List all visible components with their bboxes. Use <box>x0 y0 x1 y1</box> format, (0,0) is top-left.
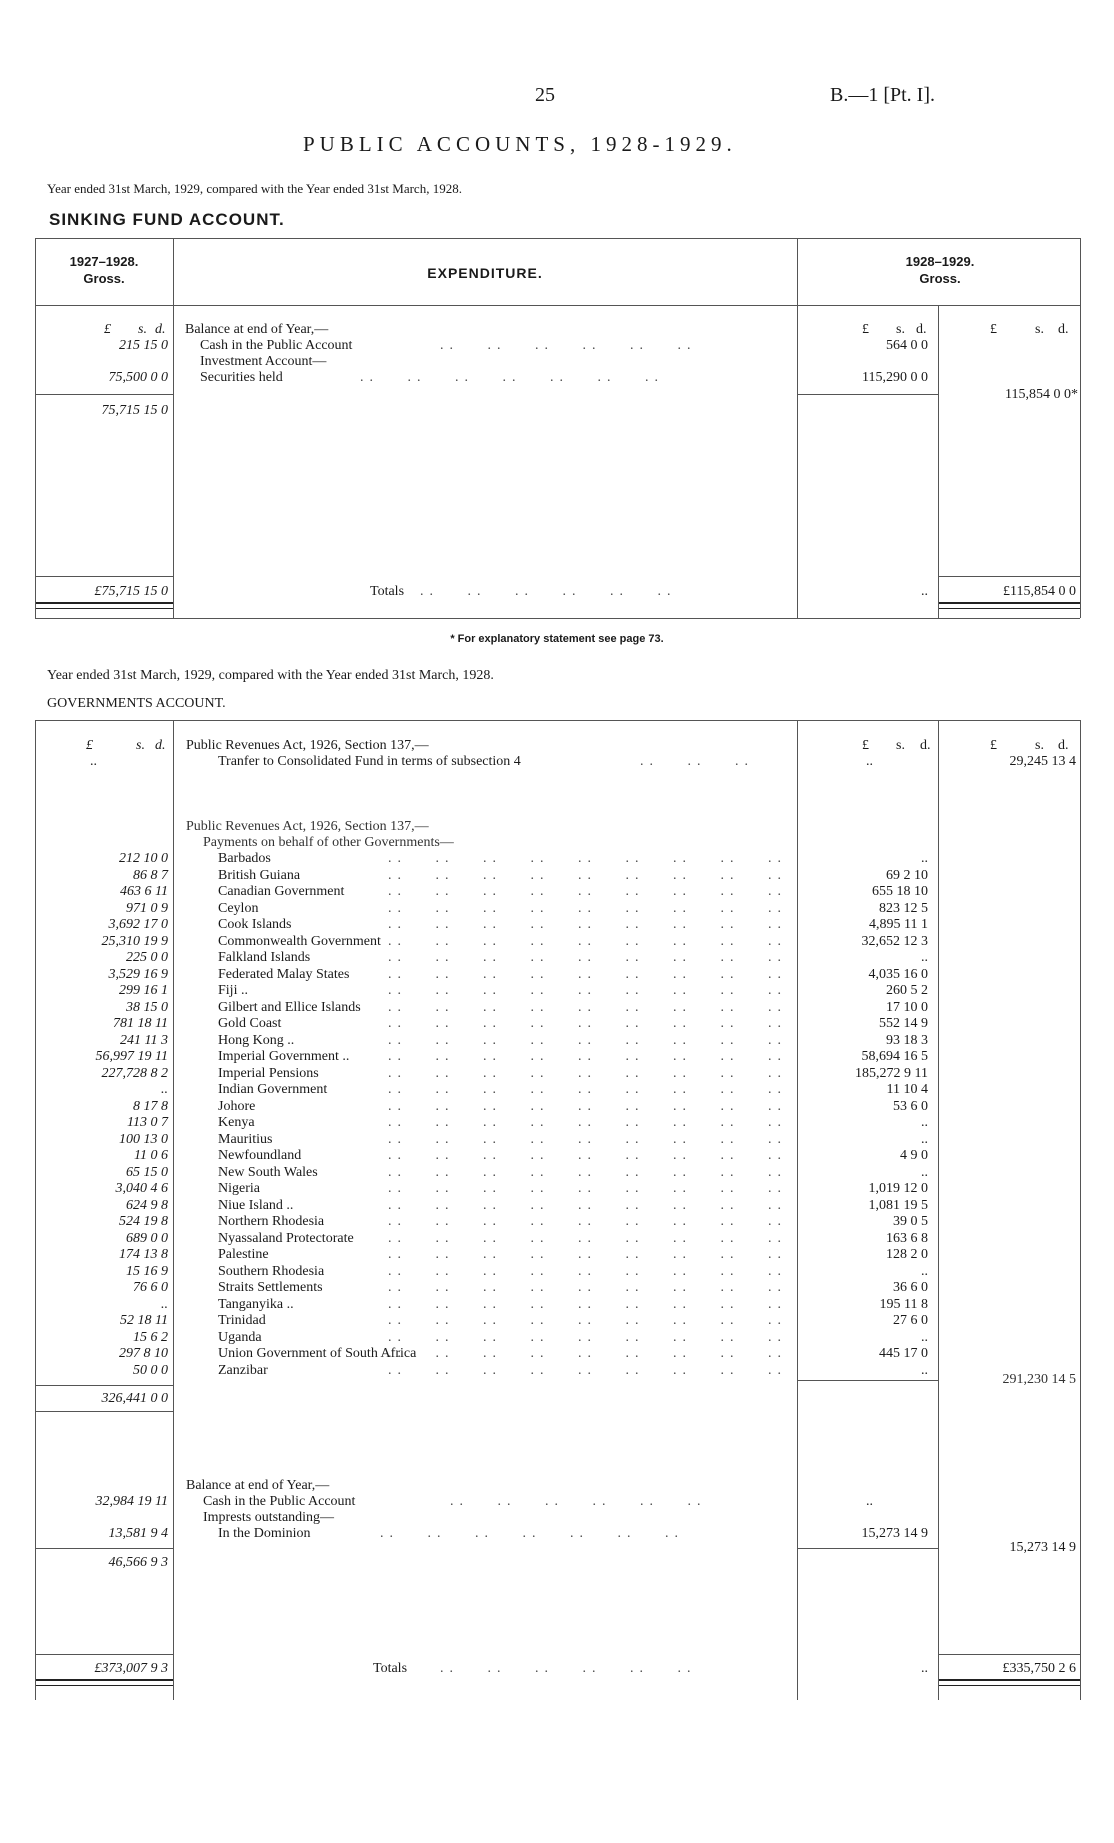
row-cur-amount: 53 6 0 <box>893 1099 928 1114</box>
row-leader-dots: .. .. .. .. .. .. .. .. .. <box>388 868 787 883</box>
table-row <box>0 851 1114 867</box>
row-cur-amount: .. <box>921 1165 928 1180</box>
row-leader-dots: .. .. .. .. .. .. .. .. .. <box>388 1330 787 1345</box>
row-cur-amount: 195 11 8 <box>879 1297 928 1312</box>
row-cur-amount: 128 2 0 <box>886 1247 928 1262</box>
row-leader-dots: .. .. .. .. .. .. .. .. .. <box>388 1346 787 1361</box>
gov-cash-leader: .. .. .. .. .. .. <box>450 1494 707 1509</box>
table-row <box>0 934 1114 950</box>
gov-unit-d-mid: d. <box>920 738 931 753</box>
sinking-col-mid-heading: EXPENDITURE. <box>427 265 543 281</box>
row-prev-amount: 38 15 0 <box>126 1000 168 1015</box>
row-cur-amount: 58,694 16 5 <box>861 1049 928 1064</box>
gov-total-mid: .. <box>921 1661 928 1676</box>
table-row <box>0 884 1114 900</box>
table-row <box>0 1000 1114 1016</box>
row-prev-amount: 971 0 9 <box>126 901 168 916</box>
gov-payments-prev-rule-2 <box>36 1411 173 1412</box>
gov-year-line: Year ended 31st March, 1929, compared with the Year ended 31st March, 1928. <box>47 668 494 683</box>
row-prev-amount: 56,997 19 11 <box>95 1049 168 1064</box>
row-government-name: Johore <box>218 1099 256 1114</box>
row-leader-dots: .. .. .. .. .. .. .. .. .. <box>388 1115 787 1130</box>
row-government-name: Gold Coast <box>218 1016 282 1031</box>
row-government-name: Nyassaland Protectorate <box>218 1231 354 1246</box>
row-cur-amount: 11 10 4 <box>886 1082 928 1097</box>
gov-transfer-cur: 29,245 13 4 <box>1009 754 1076 769</box>
gov-totals-leader: .. .. .. .. .. .. <box>440 1661 697 1676</box>
row-prev-amount: 113 0 7 <box>127 1115 168 1130</box>
row-government-name: Cook Islands <box>218 917 292 932</box>
sinking-totals-leader: .. .. .. .. .. .. <box>420 584 677 599</box>
table-row <box>0 1297 1114 1313</box>
sinking-col-cur-subheading: Gross. <box>919 271 961 286</box>
sinking-unit-pound-prev: £ <box>104 322 111 337</box>
sinking-left-edge <box>35 238 36 618</box>
gov-balance-heading: Balance at end of Year,— <box>186 1478 330 1493</box>
gov-cash-mid: .. <box>866 1494 873 1509</box>
sinking-title: SINKING FUND ACCOUNT. <box>49 210 285 229</box>
row-government-name: Niue Island .. <box>218 1198 294 1213</box>
sinking-sec-cur: 115,290 0 0 <box>862 370 928 385</box>
table-row <box>0 1033 1114 1049</box>
sinking-footnote: * For explanatory statement see page 73. <box>450 633 664 645</box>
row-prev-amount: 3,692 17 0 <box>108 917 168 932</box>
row-prev-amount: 15 6 2 <box>133 1330 168 1345</box>
row-cur-amount: 39 0 5 <box>893 1214 928 1229</box>
gov-balance-rule-prev <box>36 1548 173 1549</box>
table-row <box>0 950 1114 966</box>
page-title: PUBLIC ACCOUNTS, 1928-1929. <box>303 132 737 156</box>
sinking-col-prev-subheading: Gross. <box>83 271 125 286</box>
table-row <box>0 1082 1114 1098</box>
row-leader-dots: .. .. .. .. .. .. .. .. .. <box>388 1297 787 1312</box>
row-leader-dots: .. .. .. .. .. .. .. .. .. <box>388 901 787 916</box>
gov-payments-total-cur: 291,230 14 5 <box>1002 1372 1076 1387</box>
row-government-name: Palestine <box>218 1247 269 1262</box>
gov-payments-sub-rule <box>798 1380 938 1381</box>
gov-title: GOVERNMENTS ACCOUNT. <box>47 696 226 711</box>
sinking-unit-d-cur: d. <box>1058 322 1069 337</box>
sinking-bottom-rule <box>35 618 1080 619</box>
row-leader-dots: .. .. .. .. .. .. .. .. .. <box>388 1016 787 1031</box>
row-government-name: Federated Malay States <box>218 967 350 982</box>
row-leader-dots: .. .. .. .. .. .. .. .. .. <box>388 1033 787 1048</box>
sinking-year-line: Year ended 31st March, 1929, compared with the Year ended 31st March, 1928. <box>47 181 462 196</box>
row-prev-amount: 297 8 10 <box>119 1346 168 1361</box>
row-prev-amount: 212 10 0 <box>119 851 168 866</box>
gov-unit-pound-prev: £ <box>86 738 93 753</box>
row-leader-dots: .. .. .. .. .. .. .. .. .. <box>388 884 787 899</box>
row-cur-amount: 163 6 8 <box>886 1231 928 1246</box>
sinking-cash-leader: .. .. .. .. .. .. <box>440 338 697 353</box>
sinking-cash-prev: 215 15 0 <box>119 338 168 353</box>
sinking-top-rule <box>35 238 1080 239</box>
sinking-col-divider-3 <box>938 305 939 618</box>
page-reference: B.—1 [Pt. I]. <box>830 84 935 106</box>
row-government-name: Indian Government <box>218 1082 328 1097</box>
row-prev-amount: 52 18 11 <box>120 1313 168 1328</box>
table-row <box>0 1346 1114 1362</box>
row-prev-amount: 76 6 0 <box>133 1280 168 1295</box>
row-prev-amount: 227,728 8 2 <box>101 1066 168 1081</box>
page-number: 25 <box>535 84 555 106</box>
gov-cash-label: Cash in the Public Account <box>203 1494 356 1509</box>
gov-dominion-leader: .. .. .. .. .. .. .. <box>380 1526 684 1541</box>
row-prev-amount: 524 19 8 <box>119 1214 168 1229</box>
row-government-name: Newfoundland <box>218 1148 302 1163</box>
row-government-name: Uganda <box>218 1330 262 1345</box>
row-prev-amount: 241 11 3 <box>120 1033 168 1048</box>
gov-balance-rule-mid <box>798 1548 938 1549</box>
row-prev-amount: 50 0 0 <box>133 1363 168 1378</box>
sinking-sec-leader: .. .. .. .. .. .. .. <box>360 370 664 385</box>
row-government-name: Canadian Government <box>218 884 345 899</box>
row-government-name: Union Government of South Africa <box>218 1346 417 1361</box>
gov-transfer-leader: .. .. .. <box>640 754 754 769</box>
table-row <box>0 1264 1114 1280</box>
sinking-unit-pound-mid: £ <box>862 322 869 337</box>
gov-balance-sub-prev: 46,566 9 3 <box>108 1555 168 1570</box>
row-cur-amount: 93 18 3 <box>886 1033 928 1048</box>
sinking-unit-d-mid: d. <box>916 322 927 337</box>
table-row <box>0 1049 1114 1065</box>
gov-top-rule <box>35 720 1080 721</box>
gov-unit-s-prev: s. <box>136 738 145 753</box>
table-row <box>0 1181 1114 1197</box>
row-cur-amount: 185,272 9 11 <box>855 1066 928 1081</box>
row-prev-amount: 65 15 0 <box>126 1165 168 1180</box>
row-cur-amount: 1,081 19 5 <box>868 1198 928 1213</box>
gov-unit-s-mid: s. <box>896 738 905 753</box>
sinking-col-divider-1 <box>173 238 174 618</box>
gov-payments-prev-rule <box>36 1385 173 1386</box>
row-prev-amount: 100 13 0 <box>119 1132 168 1147</box>
row-cur-amount: 32,652 12 3 <box>861 934 928 949</box>
gov-unit-d-prev: d. <box>155 738 166 753</box>
row-cur-amount: 17 10 0 <box>886 1000 928 1015</box>
gov-double-rule-prev <box>36 1679 173 1686</box>
row-cur-amount: 36 6 0 <box>893 1280 928 1295</box>
row-prev-amount: 174 13 8 <box>119 1247 168 1262</box>
row-leader-dots: .. .. .. .. .. .. .. .. .. <box>388 1099 787 1114</box>
row-cur-amount: .. <box>921 1330 928 1345</box>
row-cur-amount: .. <box>921 1264 928 1279</box>
table-row <box>0 1099 1114 1115</box>
row-leader-dots: .. .. .. .. .. .. .. .. .. <box>388 1049 787 1064</box>
row-leader-dots: .. .. .. .. .. .. .. .. .. <box>388 1148 787 1163</box>
sinking-sub-rule-prev <box>36 394 173 395</box>
table-row <box>0 1313 1114 1329</box>
row-leader-dots: .. .. .. .. .. .. .. .. .. <box>388 1247 787 1262</box>
row-government-name: Straits Settlements <box>218 1280 323 1295</box>
row-cur-amount: 552 14 9 <box>879 1016 928 1031</box>
row-cur-amount: 655 18 10 <box>872 884 928 899</box>
row-prev-amount: 3,529 16 9 <box>108 967 168 982</box>
row-leader-dots: .. .. .. .. .. .. .. .. .. <box>388 1165 787 1180</box>
gov-unit-pound-cur: £ <box>990 738 997 753</box>
gov-unit-s-cur: s. <box>1035 738 1044 753</box>
row-cur-amount: .. <box>921 950 928 965</box>
row-government-name: Tanganyika .. <box>218 1297 294 1312</box>
gov-act-heading-1: Public Revenues Act, 1926, Section 137,— <box>186 738 429 753</box>
gov-transfer-label: Tranfer to Consolidated Fund in terms of subsection 4 <box>218 754 521 769</box>
sinking-total-prev: £75,715 15 0 <box>94 584 168 599</box>
gov-unit-d-cur: d. <box>1058 738 1069 753</box>
sinking-col-cur-heading: 1928–1929. <box>905 254 975 269</box>
table-row <box>0 1016 1114 1032</box>
sinking-right-edge <box>1080 238 1081 618</box>
row-prev-amount: 781 18 11 <box>113 1016 168 1031</box>
row-prev-amount: 689 0 0 <box>126 1231 168 1246</box>
gov-dominion-prev: 13,581 9 4 <box>108 1526 168 1541</box>
row-leader-dots: .. .. .. .. .. .. .. .. .. <box>388 983 787 998</box>
row-cur-amount: 1,019 12 0 <box>868 1181 928 1196</box>
row-government-name: Kenya <box>218 1115 255 1130</box>
row-prev-amount: 11 0 6 <box>134 1148 168 1163</box>
sinking-header-rule <box>35 305 1080 306</box>
table-row <box>0 901 1114 917</box>
row-cur-amount: 4 9 0 <box>900 1148 928 1163</box>
row-cur-amount: 823 12 5 <box>879 901 928 916</box>
row-leader-dots: .. .. .. .. .. .. .. .. .. <box>388 1231 787 1246</box>
gov-total-rule-prev <box>36 1654 173 1655</box>
gov-imprest-label: Imprests outstanding— <box>203 1510 335 1525</box>
row-government-name: Fiji .. <box>218 983 248 998</box>
row-government-name: Trinidad <box>218 1313 266 1328</box>
sinking-totals-label: Totals <box>370 584 405 599</box>
row-prev-amount: 299 16 1 <box>119 983 168 998</box>
row-prev-amount: 624 9 8 <box>126 1198 168 1213</box>
row-government-name: New South Wales <box>218 1165 318 1180</box>
row-prev-amount: 3,040 4 6 <box>115 1181 168 1196</box>
row-leader-dots: .. .. .. .. .. .. .. .. .. <box>388 934 787 949</box>
row-cur-amount: .. <box>921 1115 928 1130</box>
table-row <box>0 917 1114 933</box>
sinking-col-divider-2 <box>797 238 798 618</box>
row-prev-amount: .. <box>161 1082 168 1097</box>
table-row <box>0 868 1114 884</box>
row-government-name: Imperial Government .. <box>218 1049 350 1064</box>
table-row <box>0 1198 1114 1214</box>
row-leader-dots: .. .. .. .. .. .. .. .. .. <box>388 1198 787 1213</box>
table-row <box>0 1115 1114 1131</box>
table-row <box>0 1148 1114 1164</box>
row-cur-amount: 27 6 0 <box>893 1313 928 1328</box>
row-leader-dots: .. .. .. .. .. .. .. .. .. <box>388 1214 787 1229</box>
row-cur-amount: .. <box>921 851 928 866</box>
table-row <box>0 1214 1114 1230</box>
row-prev-amount: 15 16 9 <box>126 1264 168 1279</box>
row-government-name: Zanzibar <box>218 1363 268 1378</box>
row-government-name: Ceylon <box>218 901 259 916</box>
row-government-name: Imperial Pensions <box>218 1066 319 1081</box>
row-cur-amount: 445 17 0 <box>879 1346 928 1361</box>
row-government-name: Hong Kong .. <box>218 1033 295 1048</box>
row-prev-amount: .. <box>161 1297 168 1312</box>
table-row <box>0 1247 1114 1263</box>
gov-unit-pound-mid: £ <box>862 738 869 753</box>
sinking-unit-pound-cur: £ <box>990 322 997 337</box>
gov-payments-label: Payments on behalf of other Governments— <box>203 835 454 850</box>
sinking-unit-d-prev: d. <box>155 322 166 337</box>
gov-transfer-mid: .. <box>866 754 873 769</box>
row-prev-amount: 86 8 7 <box>133 868 168 883</box>
table-row <box>0 967 1114 983</box>
row-leader-dots: .. .. .. .. .. .. .. .. .. <box>388 1280 787 1295</box>
row-leader-dots: .. .. .. .. .. .. .. .. .. <box>388 1000 787 1015</box>
row-leader-dots: .. .. .. .. .. .. .. .. .. <box>388 1264 787 1279</box>
row-prev-amount: 25,310 19 9 <box>101 934 168 949</box>
table-row <box>0 1231 1114 1247</box>
gov-transfer-prev: .. <box>90 754 97 769</box>
row-prev-amount: 463 6 11 <box>120 884 168 899</box>
row-leader-dots: .. .. .. .. .. .. .. .. .. <box>388 1313 787 1328</box>
row-government-name: Mauritius <box>218 1132 273 1147</box>
sinking-sub-prev: 75,715 15 0 <box>101 403 168 418</box>
gov-total-prev: £373,007 9 3 <box>94 1661 168 1676</box>
row-leader-dots: .. .. .. .. .. .. .. .. .. <box>388 1066 787 1081</box>
gov-cash-prev: 32,984 19 11 <box>95 1494 168 1509</box>
table-row <box>0 1165 1114 1181</box>
row-leader-dots: .. .. .. .. .. .. .. .. .. <box>388 967 787 982</box>
sinking-sub-rule-mid <box>798 394 938 395</box>
gov-double-rule-cur <box>939 1679 1080 1686</box>
gov-dominion-mid: 15,273 14 9 <box>861 1526 928 1541</box>
sinking-double-rule-prev <box>36 602 173 609</box>
gov-total-rule-cur <box>939 1654 1080 1655</box>
sinking-col-prev-heading: 1927–1928. <box>69 254 139 269</box>
sinking-balance-heading: Balance at end of Year,— <box>185 322 329 337</box>
sinking-cash-label: Cash in the Public Account <box>200 338 353 353</box>
row-cur-amount: 260 5 2 <box>886 983 928 998</box>
row-government-name: Nigeria <box>218 1181 260 1196</box>
table-row <box>0 1280 1114 1296</box>
sinking-unit-s-prev: s. <box>138 322 147 337</box>
row-leader-dots: .. .. .. .. .. .. .. .. .. <box>388 1363 787 1378</box>
gov-payments-total-prev: 326,441 0 0 <box>101 1391 168 1406</box>
sinking-total-rule-cur <box>939 576 1080 577</box>
row-government-name: Southern Rhodesia <box>218 1264 325 1279</box>
row-government-name: Commonwealth Government <box>218 934 381 949</box>
row-leader-dots: .. .. .. .. .. .. .. .. .. <box>388 1132 787 1147</box>
gov-total-cur: £335,750 2 6 <box>1002 1661 1076 1676</box>
row-government-name: Barbados <box>218 851 271 866</box>
gov-totals-label: Totals <box>373 1661 408 1676</box>
row-cur-amount: 69 2 10 <box>886 868 928 883</box>
row-leader-dots: .. .. .. .. .. .. .. .. .. <box>388 851 787 866</box>
sinking-invest-label: Investment Account— <box>200 354 327 369</box>
row-prev-amount: 8 17 8 <box>133 1099 168 1114</box>
row-cur-amount: 4,895 11 1 <box>869 917 928 932</box>
sinking-double-rule-cur <box>939 602 1080 609</box>
row-leader-dots: .. .. .. .. .. .. .. .. .. <box>388 917 787 932</box>
sinking-total-cur: £115,854 0 0 <box>1003 584 1076 599</box>
table-row <box>0 1132 1114 1148</box>
row-cur-amount: .. <box>921 1132 928 1147</box>
gov-dominion-label: In the Dominion <box>218 1526 311 1541</box>
sinking-total-mid: .. <box>921 584 928 599</box>
row-leader-dots: .. .. .. .. .. .. .. .. .. <box>388 1181 787 1196</box>
row-government-name: Gilbert and Ellice Islands <box>218 1000 361 1015</box>
row-government-name: Falkland Islands <box>218 950 311 965</box>
gov-act-heading-2: Public Revenues Act, 1926, Section 137,— <box>186 819 429 834</box>
table-row <box>0 983 1114 999</box>
row-leader-dots: .. .. .. .. .. .. .. .. .. <box>388 1082 787 1097</box>
sinking-unit-s-cur: s. <box>1035 322 1044 337</box>
table-row <box>0 1066 1114 1082</box>
row-prev-amount: 225 0 0 <box>126 950 168 965</box>
sinking-cash-cur: 564 0 0 <box>886 338 928 353</box>
row-leader-dots: .. .. .. .. .. .. .. .. .. <box>388 950 787 965</box>
row-cur-amount: 4,035 16 0 <box>868 967 928 982</box>
row-government-name: British Guiana <box>218 868 301 883</box>
sinking-sec-label: Securities held <box>200 370 283 385</box>
gov-balance-sub-cur: 15,273 14 9 <box>1009 1540 1076 1555</box>
sinking-total-rule-prev <box>36 576 173 577</box>
row-cur-amount: .. <box>921 1363 928 1378</box>
sinking-sec-prev: 75,500 0 0 <box>108 370 168 385</box>
table-row <box>0 1330 1114 1346</box>
row-government-name: Northern Rhodesia <box>218 1214 325 1229</box>
sinking-sub-cur: 115,854 0 0* <box>1005 387 1078 402</box>
sinking-unit-s-mid: s. <box>896 322 905 337</box>
